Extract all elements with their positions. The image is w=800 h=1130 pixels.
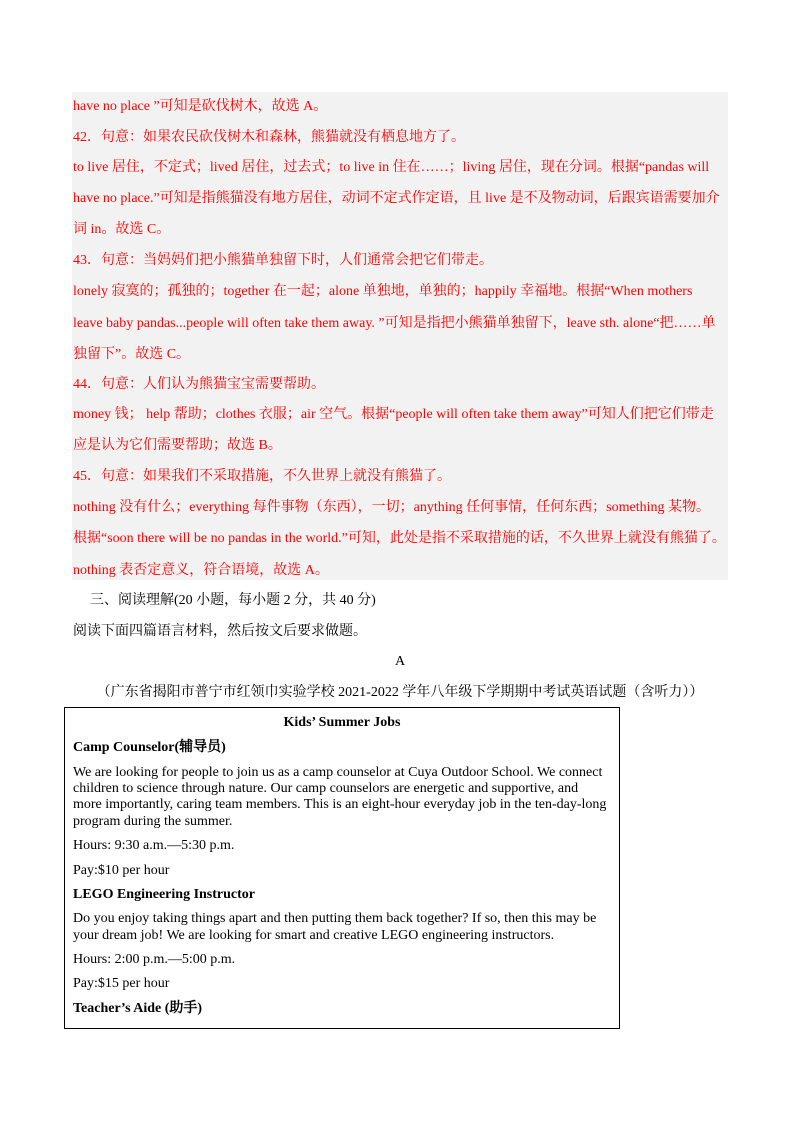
answer-line: have no place ”可知是砍伐树木，故选 A。 [73,99,328,114]
answer-line: to live 居住，不定式；lived 居住，过去式；to live in 住在……；living 居住，现在分词。根据“pandas will [73,160,710,175]
job-pay: Pay:$10 per hour [73,863,170,878]
job-description: your dream job! We are looking for smart and creative LEGO engineering instructors. [73,928,555,943]
job-description: more importantly, caring team members. This is an eight-hour everyday job in the ten-day-long [73,797,607,812]
passage-box [64,707,620,1029]
section-heading: 三、阅读理解(20 小题，每小题 2 分，共 40 分) [90,593,376,608]
job-title: LEGO Engineering Instructor [73,887,256,902]
answer-line: leave baby pandas...people will often take them away. ”可知是指把小熊猫单独留下，leave sth. alone“把……单 [73,316,716,331]
passage-source: （广东省揭阳市普宁市红领巾实验学校 2021-2022 学年八年级下学期期中考试英语试题（含听力）） [96,685,704,700]
job-description: children to science through nature. Our camp counselors are energetic and supportive, and [73,781,579,796]
answer-line: 44．句意：人们认为熊猫宝宝需要帮助。 [73,377,325,392]
answer-line: 43．句意：当妈妈们把小熊猫单独留下时，人们通常会把它们带走。 [73,253,493,268]
job-hours: Hours: 2:00 p.m.—5:00 p.m. [73,952,236,967]
answer-line: 应是认为它们需要帮助；故选 B。 [73,438,282,453]
section-instruction: 阅读下面四篇语言材料，然后按文后要求做题。 [73,624,367,639]
answer-line: 42．句意：如果农民砍伐树木和森林，熊猫就没有栖息地方了。 [73,130,465,145]
job-title: Teacher’s Aide (助手) [73,1001,203,1016]
job-title: Camp Counselor(辅导员) [73,740,226,755]
passage-title: Kids’ Summer Jobs [283,715,401,730]
job-hours: Hours: 9:30 a.m.—5:30 p.m. [73,838,235,853]
job-description: Do you enjoy taking things apart and then putting them back together? If so, then this may be [73,911,597,926]
answer-line: lonely 寂寞的；孤独的；together 在一起；alone 单独地，单独的；happily 幸福地。根据“When mothers [73,284,693,299]
answer-line: money 钱； help 帮助；clothes 衣服；air 空气。根据“people will often take them away”可知人们把它们带走 [73,407,714,422]
answer-line: 根据“soon there will be no pandas in the world.”可知，此处是指不采取措施的话，不久世界上就没有熊猫了。 [73,531,726,546]
job-description: program during the summer. [73,814,233,829]
answer-line: nothing 表否定意义，符合语境，故选 A。 [73,563,329,578]
answer-line: 词 in。故选 C。 [73,222,171,237]
passage-label: A [394,654,406,669]
answer-line: 独留下”。故选 C。 [73,347,191,362]
answer-line: have no place.”可知是指熊猫没有地方居住，动词不定式作定语，且 live 是不及物动词，后跟宾语需要加介 [73,191,720,206]
job-description: We are looking for people to join us as a camp counselor at Cuya Outdoor School. We connect [73,765,603,780]
answer-line: nothing 没有什么；everything 每件事物（东西），一切；anything 任何事情，任何东西；something 某物。 [73,500,710,515]
job-pay: Pay:$15 per hour [73,976,170,991]
answer-line: 45．句意：如果我们不采取措施，不久世界上就没有熊猫了。 [73,469,451,484]
